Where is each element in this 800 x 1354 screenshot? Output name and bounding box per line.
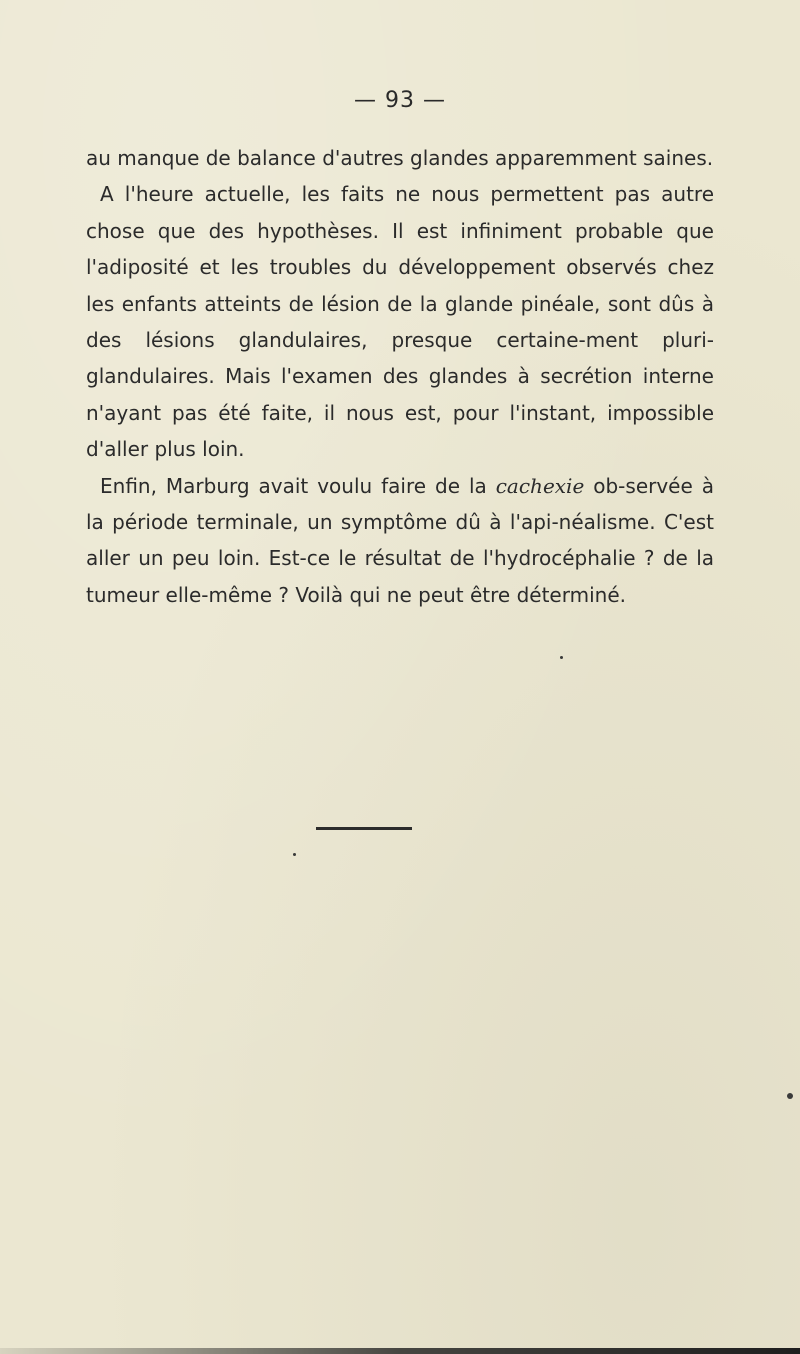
page-bottom-edge: [0, 1348, 800, 1354]
ink-speck: [293, 853, 296, 856]
italic-term-cachexie: cachexie: [495, 473, 585, 498]
ink-speck: [560, 656, 563, 659]
paragraph-marburg-end: ob-servée à la période terminale, un symptôme dû à l'api-néalisme. C'est aller un peu loin. Est-ce le résultat de l'hydrocéphalie ? de la tumeur elle-même ? Voilà qui ne peut être déterminé.: [86, 473, 714, 607]
ink-speck: [787, 1093, 793, 1099]
paragraph-marburg: [86, 468, 714, 614]
body-text: [86, 140, 714, 613]
section-separator-rule: [316, 827, 412, 830]
paragraph-marburg-start: Enfin, Marburg avait voulu faire de la: [100, 473, 496, 498]
page-number: — 93 —: [354, 88, 446, 113]
paragraph-continuation: au manque de balance d'autres glandes apparemment saines.: [86, 146, 714, 170]
paragraph-hypotheses: A l'heure actuelle, les faits ne nous permettent pas autre chose que des hypothèses. Il est infiniment probable que l'adiposité et les troubles du développement observés chez les enfants atteints de lésion de la glande pinéale, sont dûs à des lésions glandulaires, presque certaine-ment pluri-glandulaires. Mais l'examen des glandes à secrétion interne n'ayant pas été faite, il nous est, pour l'instant, impossible d'aller plus loin.: [86, 182, 714, 462]
